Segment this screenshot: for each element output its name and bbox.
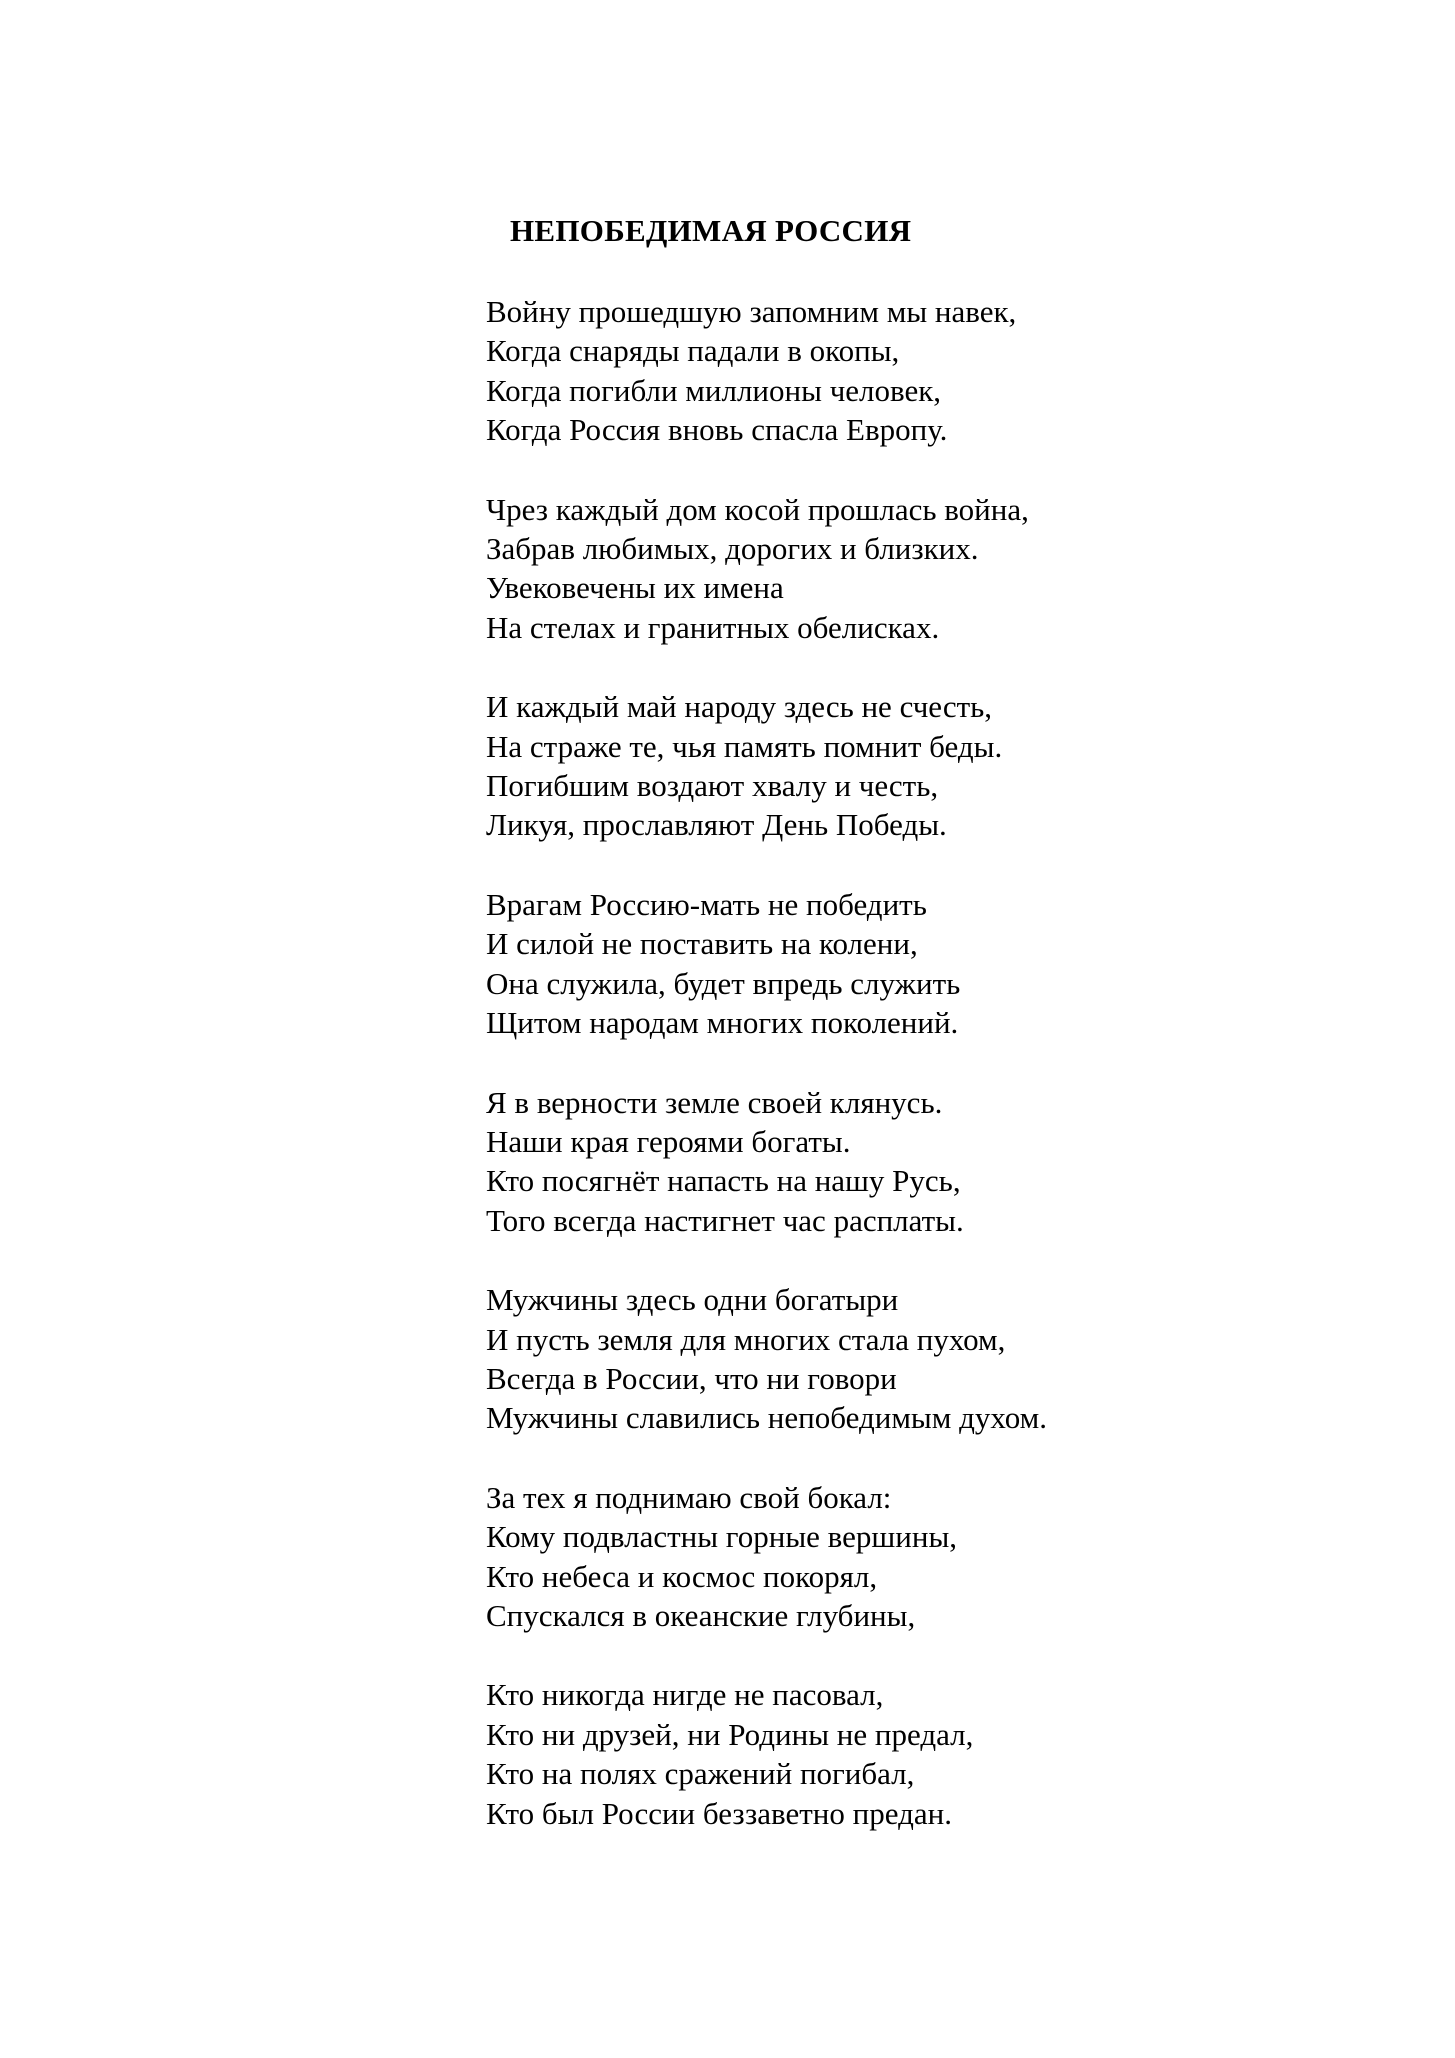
poem-line: Погибшим воздают хвалу и честь, (486, 768, 939, 804)
poem-line: Забрав любимых, дорогих и близких. (486, 531, 979, 567)
poem-line: Кто посягнёт напасть на нашу Русь, (486, 1163, 961, 1199)
poem-line: Чрез каждый дом косой прошлась война, (486, 491, 1029, 527)
poem-line: Кто никогда нигде не пасовал, (486, 1677, 884, 1713)
poem-line: Когда погибли миллионы человек, (486, 372, 942, 408)
poem-line: И пусть земля для многих стала пухом, (486, 1321, 1006, 1357)
poem-title: НЕПОБЕДИМАЯ РОССИЯ (510, 213, 912, 248)
stanza (486, 292, 1386, 450)
poem-line: За тех я поднимаю свой бокал: (486, 1479, 892, 1515)
poem-line: Щитом народам многих поколений. (486, 1005, 959, 1041)
poem-line: Кто ни друзей, ни Родины не предал, (486, 1716, 974, 1752)
poem-line: Кому подвластны горные вершины, (486, 1519, 958, 1555)
poem-line: И силой не поставить на колени, (486, 926, 918, 962)
stanza (486, 490, 1386, 648)
stanza (486, 687, 1386, 845)
poem-line: Мужчины славились непобедимым духом. (486, 1400, 1047, 1436)
poem-line: Всегда в России, что ни говори (486, 1360, 897, 1396)
poem-line: Кто небеса и космос покорял, (486, 1558, 878, 1594)
poem-line: Она служила, будет впредь служить (486, 965, 961, 1001)
poem-body (486, 292, 1386, 1873)
poem-line: Кто на полях сражений погибал, (486, 1756, 915, 1792)
poem-line: Спускался в океанские глубины, (486, 1597, 916, 1633)
stanza (486, 1675, 1386, 1833)
stanza (486, 1083, 1386, 1241)
poem-line: Когда Россия вновь спасла Европу. (486, 412, 948, 448)
stanza (486, 885, 1386, 1043)
poem-line: Увековечены их имена (486, 570, 784, 606)
poem-line: Того всегда настигнет час расплаты. (486, 1202, 964, 1238)
poem-line: Ликуя, прославляют День Победы. (486, 807, 947, 843)
poem-line: Войну прошедшую запомним мы навек, (486, 294, 1017, 329)
poem-line: Мужчины здесь одни богатыри (486, 1282, 899, 1318)
stanza (486, 1478, 1386, 1636)
poem-line: Я в верности земле своей клянусь. (486, 1084, 943, 1120)
poem-line: Кто был России беззаветно предан. (486, 1795, 952, 1831)
poem-line: И каждый май народу здесь не счесть, (486, 689, 993, 725)
poem-line: На стелах и гранитных обелисках. (486, 609, 940, 645)
poem-line: Когда снаряды падали в окопы, (486, 333, 900, 369)
stanza (486, 1280, 1386, 1438)
poem-line: Врагам Россию-мать не победить (486, 886, 927, 922)
poem-line: Наши края героями богаты. (486, 1123, 851, 1159)
poem-line: На страже те, чья память помнит беды. (486, 728, 1003, 764)
